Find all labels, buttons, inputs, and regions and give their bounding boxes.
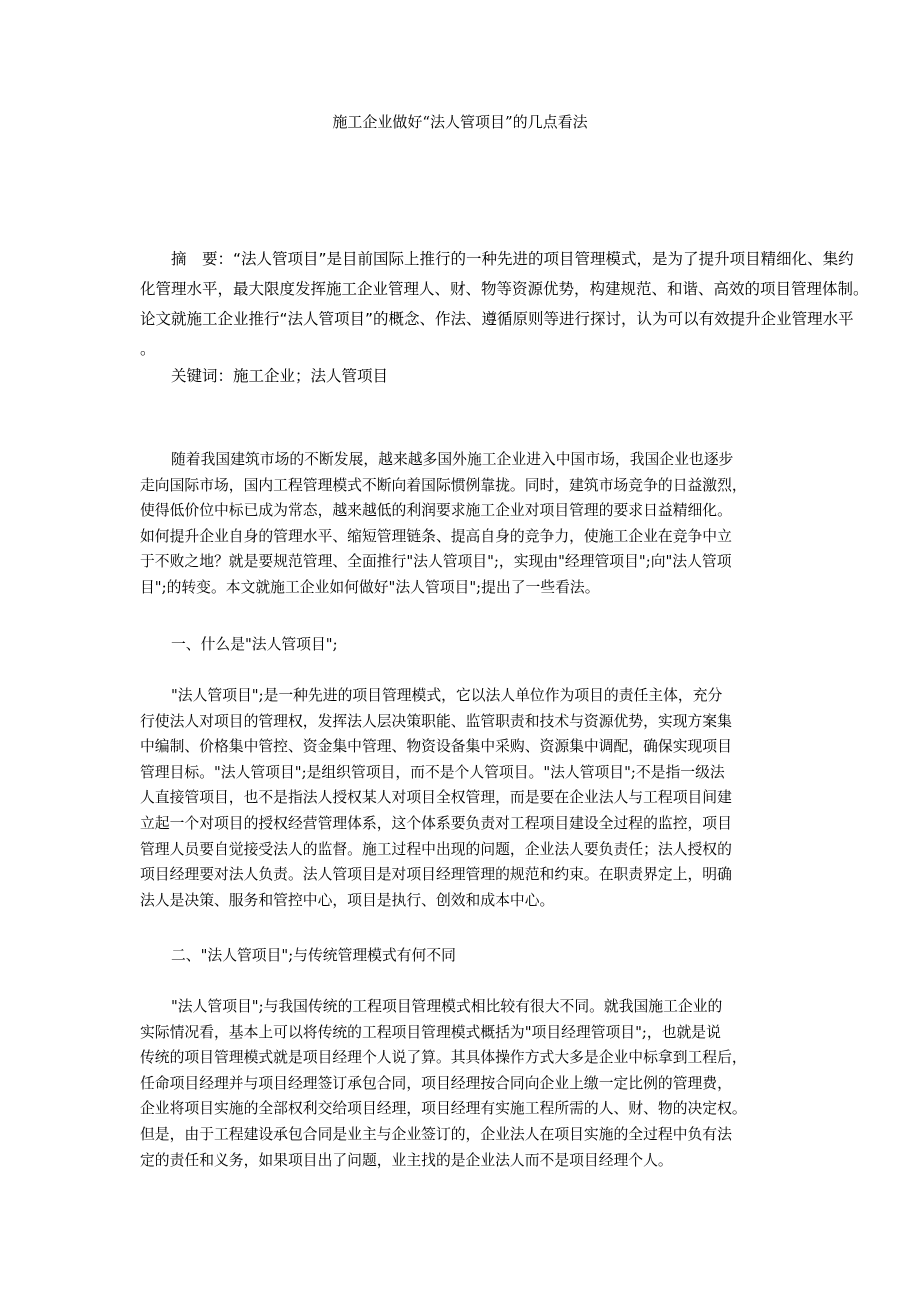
section-heading: 一、什么是"法人管项目"; [171, 636, 338, 653]
paragraph-line: 走向国际市场，国内工程管理模式不断向着国际惯例靠拢。同时，建筑市场竞争的日益激烈， [140, 476, 747, 494]
paragraph-line: 传统的项目管理模式就是项目经理个人说了算。其具体操作方式大多是企业中标拿到工程后， [140, 1049, 747, 1067]
abstract-line: 论文就施工企业推行“法人管项目”的概念、作法、遵循原则等进行探讨，认为可以有效提升企业管理水平 [140, 310, 854, 328]
paragraph-line: 立起一个对项目的授权经营管理体系，这个体系要负责对工程项目建设全过程的监控，项目 [140, 814, 732, 832]
document-title: 施工企业做好“法人管项目”的几点看法 [332, 113, 588, 131]
paragraph-line: 项目经理要对法人负责。法人管项目是对项目经理管理的规范和约束。在职责界定上，明确 [140, 866, 732, 884]
abstract-line: 化管理水平，最大限度发挥施工企业管理人、财、物等资源优势，构建规范、和谐、高效的项目管理体制。 [140, 280, 869, 298]
paragraph-line: 管理人员要自觉接受法人的监督。施工过程中出现的问题，企业法人要负责任；法人授权的 [140, 840, 732, 858]
paragraph-line: 于不败之地？就是要规范管理、全面推行"法人管项目";，实现由"经理管项目";向"法人管项 [140, 553, 732, 571]
abstract-line: 。 [140, 340, 156, 358]
abstract-line: 摘 要：“法人管项目”是目前国际上推行的一种先进的项目管理模式，是为了提升项目精细化、集约 [171, 250, 854, 268]
section2-paragraph [140, 994, 780, 1173]
paragraph-line: 如何提升企业自身的管理水平、缩短管理链条、提高自身的竞争力，使施工企业在竞争中立 [140, 527, 732, 545]
paragraph-line: 随着我国建筑市场的不断发展，越来越多国外施工企业进入中国市场，我国企业也逐步 [171, 451, 734, 468]
paragraph-line: "法人管项目";是一种先进的项目管理模式，它以法人单位作为项目的责任主体，充分 [171, 687, 723, 704]
paragraph-line: 定的责任和义务，如果项目出了问题，业主找的是企业法人而不是项目经理个人。 [140, 1151, 673, 1169]
intro-paragraph [140, 447, 780, 601]
paragraph-line: 使得低价位中标已成为常态，越来越低的利润要求施工企业对项目管理的要求日益精细化。 [140, 502, 732, 520]
paragraph-line: 任命项目经理并与项目经理签订承包合同，项目经理按合同向企业上缴一定比例的管理费， [140, 1074, 732, 1092]
paragraph-line: 实际情况看，基本上可以将传统的工程项目管理模式概括为"项目经理管项目";，也就是说 [140, 1023, 721, 1041]
abstract [140, 244, 916, 364]
paragraph-line: 目";的转变。本文就施工企业如何做好"法人管项目";提出了一些看法。 [140, 578, 600, 596]
paragraph-line: 中编制、价格集中管控、资金集中管理、物资设备集中采购、资源集中调配，确保实现项目 [140, 738, 732, 756]
paragraph-line: 行使法人对项目的管理权，发挥法人层决策职能、监管职责和技术与资源优势，实现方案集 [140, 712, 732, 730]
paragraph-line: 管理目标。"法人管项目";是组织管项目，而不是个人管项目。"法人管项目";不是指一级法 [140, 763, 725, 781]
paragraph-line: 人直接管项目，也不是指法人授权某人对项目全权管理，而是要在企业法人与工程项目间建 [140, 789, 732, 807]
paragraph-line: 企业将项目实施的全部权利交给项目经理，项目经理有实施工程所需的人、财、物的决定权。 [140, 1100, 747, 1118]
section-heading: 二、"法人管项目";与传统管理模式有何不同 [171, 947, 456, 964]
section1-paragraph [140, 683, 780, 913]
paragraph-line: 但是，由于工程建设承包合同是业主与企业签订的，企业法人在项目实施的全过程中负有法 [140, 1125, 732, 1143]
keywords: 关键词：施工企业；法人管项目 [171, 367, 389, 385]
paragraph-line: 法人是决策、服务和管控中心，项目是执行、创效和成本中心。 [140, 891, 555, 909]
paragraph-line: "法人管项目";与我国传统的工程项目管理模式相比较有很大不同。就我国施工企业的 [171, 998, 723, 1015]
